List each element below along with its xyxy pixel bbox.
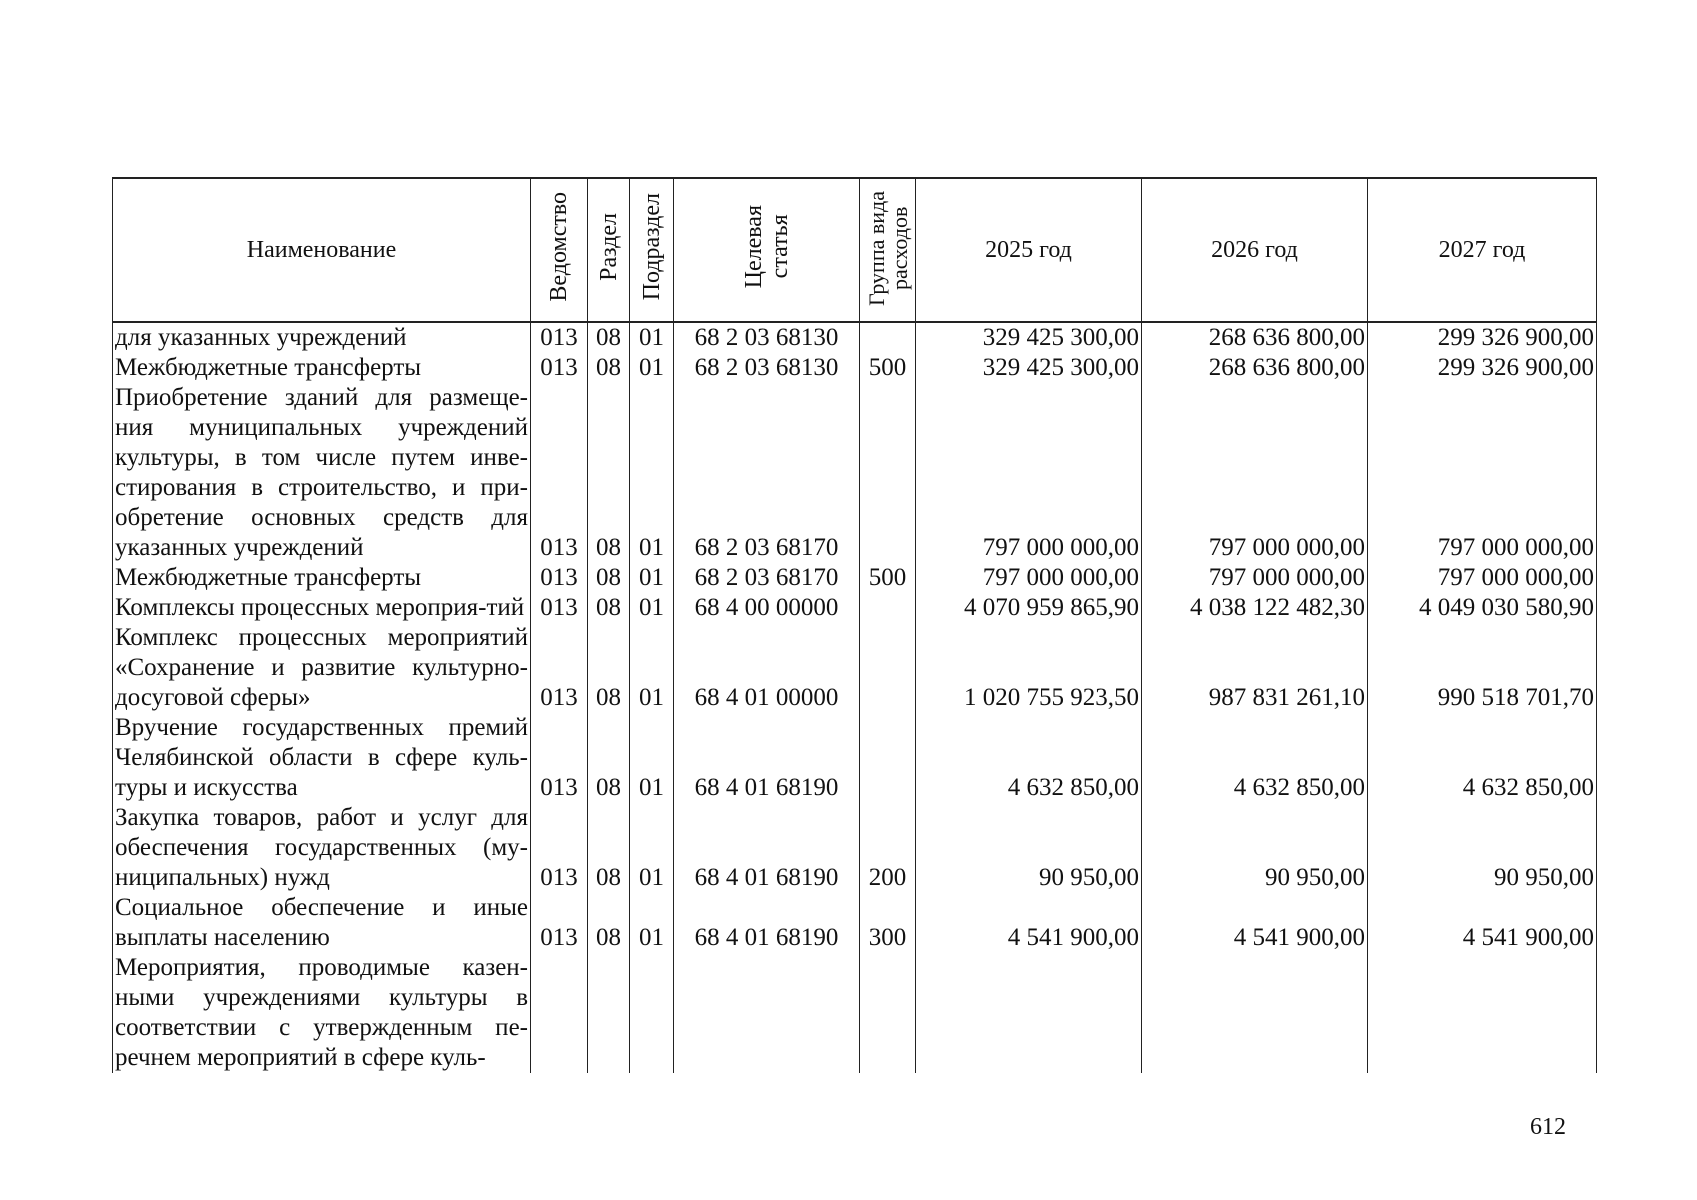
cell-2025: 1 020 755 923,50 [916,623,1142,713]
cell-2026: 987 831 261,10 [1142,623,1368,713]
cell-vedomstvo [531,953,588,1073]
cell-celevaya-statya: 68 2 03 68170 [674,563,860,593]
cell-2027: 797 000 000,00 [1368,563,1597,593]
cell-razdel: 08 [588,623,630,713]
header-vedomstvo: Ведомство [531,178,588,322]
cell-gruppa-vida [860,623,916,713]
cell-2026: 268 636 800,00 [1142,353,1368,383]
cell-vedomstvo: 013 [531,803,588,893]
cell-podrazdel: 01 [630,893,674,953]
table-row [113,353,1597,383]
cell-razdel: 08 [588,803,630,893]
cell-2027: 797 000 000,00 [1368,383,1597,563]
cell-gruppa-vida [860,322,916,353]
cell-vedomstvo: 013 [531,322,588,353]
cell-razdel: 08 [588,893,630,953]
cell-razdel: 08 [588,713,630,803]
cell-celevaya-statya: 68 4 01 68190 [674,893,860,953]
cell-celevaya-statya: 68 2 03 68170 [674,383,860,563]
header-gruppa-vida-rashodov: Группа вида расходов [860,178,916,322]
cell-2026: 797 000 000,00 [1142,383,1368,563]
cell-gruppa-vida: 500 [860,353,916,383]
cell-2026: 4 632 850,00 [1142,713,1368,803]
header-name: Наименование [113,178,531,322]
cell-2027: 990 518 701,70 [1368,623,1597,713]
cell-2027 [1368,953,1597,1073]
cell-name: Комплекс процессных мероприятий «Сохранение и развитие культурно-досуговой сферы» [113,623,531,713]
cell-2027: 4 049 030 580,90 [1368,593,1597,623]
table-row [113,953,1597,1073]
cell-podrazdel: 01 [630,322,674,353]
cell-podrazdel: 01 [630,563,674,593]
header-2026: 2026 год [1142,178,1368,322]
cell-2026: 4 541 900,00 [1142,893,1368,953]
cell-2026: 90 950,00 [1142,803,1368,893]
cell-2026: 797 000 000,00 [1142,563,1368,593]
cell-name: Мероприятия, проводимые казен-ными учреждениями культуры в соответствии с утвержденным пе-речнем мероприятий в сфере куль- [113,953,531,1073]
cell-2027: 4 632 850,00 [1368,713,1597,803]
cell-2027: 299 326 900,00 [1368,353,1597,383]
cell-vedomstvo: 013 [531,713,588,803]
cell-name: для указанных учреждений [113,322,531,353]
cell-2025: 797 000 000,00 [916,383,1142,563]
cell-razdel: 08 [588,593,630,623]
cell-razdel: 08 [588,383,630,563]
cell-vedomstvo: 013 [531,383,588,563]
cell-2027: 299 326 900,00 [1368,322,1597,353]
cell-2027: 4 541 900,00 [1368,893,1597,953]
page-number: 612 [1530,1114,1566,1140]
cell-razdel: 08 [588,353,630,383]
cell-vedomstvo: 013 [531,353,588,383]
cell-2027: 90 950,00 [1368,803,1597,893]
header-2025: 2025 год [916,178,1142,322]
cell-celevaya-statya [674,953,860,1073]
table-row [113,893,1597,953]
cell-2026: 4 038 122 482,30 [1142,593,1368,623]
cell-gruppa-vida: 300 [860,893,916,953]
cell-celevaya-statya: 68 4 00 00000 [674,593,860,623]
header-celevaya-statya: Целевая статья [674,178,860,322]
cell-name: Комплексы процессных мероприя-тий [113,593,531,623]
cell-name: Межбюджетные трансферты [113,563,531,593]
cell-2025: 4 541 900,00 [916,893,1142,953]
table-body [113,322,1597,1073]
cell-podrazdel: 01 [630,623,674,713]
header-podrazdel: Подраздел [630,178,674,322]
budget-table [112,177,1597,1073]
cell-vedomstvo: 013 [531,623,588,713]
table-row [113,383,1597,563]
cell-2025: 797 000 000,00 [916,563,1142,593]
table-row [113,563,1597,593]
table-row [113,623,1597,713]
cell-gruppa-vida [860,713,916,803]
cell-celevaya-statya: 68 4 01 00000 [674,623,860,713]
cell-gruppa-vida [860,953,916,1073]
cell-2025: 329 425 300,00 [916,353,1142,383]
cell-2025 [916,953,1142,1073]
cell-celevaya-statya: 68 4 01 68190 [674,713,860,803]
header-razdel: Раздел [588,178,630,322]
cell-podrazdel: 01 [630,353,674,383]
cell-celevaya-statya: 68 2 03 68130 [674,353,860,383]
cell-gruppa-vida: 200 [860,803,916,893]
cell-2026 [1142,953,1368,1073]
cell-2025: 90 950,00 [916,803,1142,893]
cell-name: Межбюджетные трансферты [113,353,531,383]
cell-razdel: 08 [588,563,630,593]
cell-vedomstvo: 013 [531,893,588,953]
cell-razdel: 08 [588,322,630,353]
cell-2025: 4 070 959 865,90 [916,593,1142,623]
cell-gruppa-vida [860,383,916,563]
cell-podrazdel: 01 [630,713,674,803]
header-2027: 2027 год [1368,178,1597,322]
cell-name: Приобретение зданий для размеще-ния муниципальных учреждений культуры, в том числе путем инве-стирования в строительство, и при-обретение основных средств для указанных учреждений [113,383,531,563]
cell-gruppa-vida: 500 [860,563,916,593]
cell-name: Социальное обеспечение и иные выплаты населению [113,893,531,953]
table-row [113,593,1597,623]
table-row [113,803,1597,893]
cell-podrazdel: 01 [630,383,674,563]
cell-celevaya-statya: 68 2 03 68130 [674,322,860,353]
cell-celevaya-statya: 68 4 01 68190 [674,803,860,893]
cell-podrazdel [630,953,674,1073]
cell-name: Закупка товаров, работ и услуг для обеспечения государственных (му-ниципальных) нужд [113,803,531,893]
cell-2025: 329 425 300,00 [916,322,1142,353]
table-row [113,713,1597,803]
table-row [113,322,1597,353]
cell-name: Вручение государственных премий Челябинской области в сфере куль-туры и искусства [113,713,531,803]
cell-vedomstvo: 013 [531,563,588,593]
cell-2026: 268 636 800,00 [1142,322,1368,353]
cell-vedomstvo: 013 [531,593,588,623]
cell-podrazdel: 01 [630,803,674,893]
cell-gruppa-vida [860,593,916,623]
cell-2025: 4 632 850,00 [916,713,1142,803]
cell-podrazdel: 01 [630,593,674,623]
table-header-row [113,178,1597,322]
cell-razdel [588,953,630,1073]
